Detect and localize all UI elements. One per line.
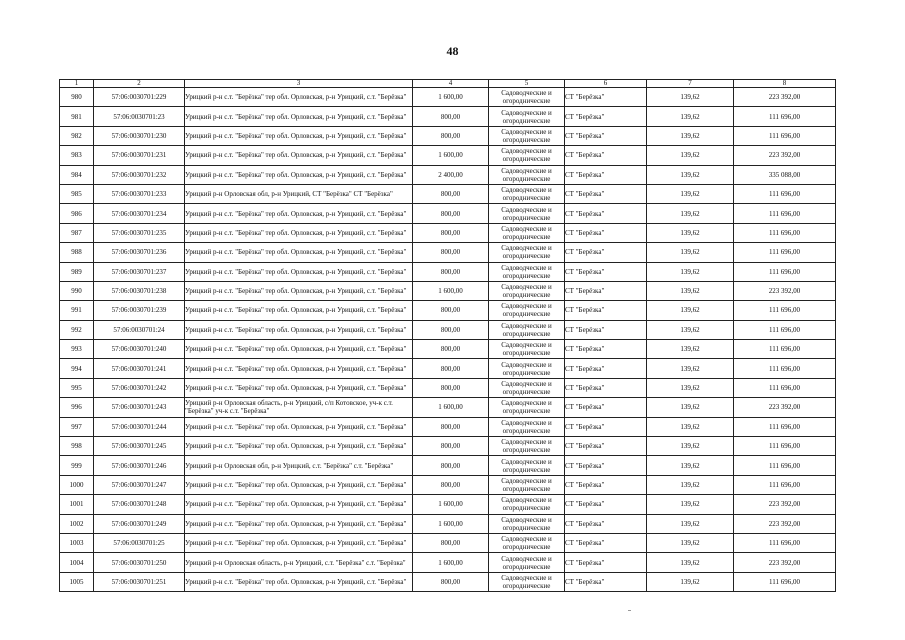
address-cell: Урицкий р-н с.т. "Берёзка" тер обл. Орловская, р-н Урицкий, с.т. "Берёзка" <box>185 301 413 320</box>
table-row <box>60 417 836 436</box>
area-cell: 800,00 <box>413 301 489 320</box>
area-cell: 1 600,00 <box>413 398 489 417</box>
row-number-cell: 990 <box>60 281 94 300</box>
address-cell: Урицкий р-н с.т. "Берёзка" тер обл. Орловская, р-н Урицкий, с.т. "Берёзка" <box>185 495 413 514</box>
address-cell: Урицкий р-н Орловская обл, р-н Урицкий, с.т. "Берёзка" с.т. "Берёзка" <box>185 456 413 475</box>
cadastral-number-cell: 57:06:0030701:243 <box>94 398 185 417</box>
column-header: 6 <box>565 80 647 88</box>
column-header: 3 <box>185 80 413 88</box>
owner-cell: СТ "Берёзка" <box>565 514 647 533</box>
land-use-cell: Садоводческие и огороднические <box>489 359 565 378</box>
row-number-cell: 981 <box>60 107 94 126</box>
table-row <box>60 359 836 378</box>
area-cell: 800,00 <box>413 223 489 242</box>
address-cell: Урицкий р-н Орловская область, р-н Урицкий, с.т. "Берёзка" с.т. "Берёзка" <box>185 553 413 572</box>
cadastral-value-cell: 223 392,00 <box>734 495 836 514</box>
row-number-cell: 1003 <box>60 533 94 552</box>
owner-cell: СТ "Берёзка" <box>565 88 647 107</box>
land-use-cell: Садоводческие и огороднические <box>489 437 565 456</box>
address-cell: Урицкий р-н с.т. "Берёзка" тер обл. Орловская, р-н Урицкий, с.т. "Берёзка" <box>185 223 413 242</box>
area-cell: 800,00 <box>413 475 489 494</box>
cadastral-value-cell: 111 696,00 <box>734 126 836 145</box>
cadastral-number-cell: 57:06:0030701:242 <box>94 378 185 397</box>
row-number-cell: 984 <box>60 165 94 184</box>
unit-rate-cell: 139,62 <box>647 204 734 223</box>
area-cell: 800,00 <box>413 533 489 552</box>
table-row <box>60 126 836 145</box>
owner-cell: СТ "Берёзка" <box>565 301 647 320</box>
owner-cell: СТ "Берёзка" <box>565 456 647 475</box>
unit-rate-cell: 139,62 <box>647 340 734 359</box>
owner-cell: СТ "Берёзка" <box>565 146 647 165</box>
address-cell: Урицкий р-н с.т. "Берёзка" тер обл. Орловская, р-н Урицкий, с.т. "Берёзка" <box>185 204 413 223</box>
table-row <box>60 320 836 339</box>
area-cell: 1 600,00 <box>413 553 489 572</box>
area-cell: 1 600,00 <box>413 495 489 514</box>
table-row <box>60 165 836 184</box>
cadastral-number-cell: 57:06:0030701:236 <box>94 243 185 262</box>
row-number-cell: 988 <box>60 243 94 262</box>
table-row <box>60 146 836 165</box>
address-cell: Урицкий р-н с.т. "Берёзка" тер обл. Орловская, р-н Урицкий, с.т. "Берёзка" <box>185 243 413 262</box>
cadastral-number-cell: 57:06:0030701:240 <box>94 340 185 359</box>
table-row <box>60 223 836 242</box>
land-use-cell: Садоводческие и огороднические <box>489 456 565 475</box>
address-cell: Урицкий р-н с.т. "Берёзка" тер обл. Орловская, р-н Урицкий, с.т. "Берёзка" <box>185 437 413 456</box>
row-number-cell: 985 <box>60 184 94 203</box>
cadastral-number-cell: 57:06:0030701:241 <box>94 359 185 378</box>
column-header: 2 <box>94 80 185 88</box>
table-row <box>60 437 836 456</box>
cadastral-value-cell: 111 696,00 <box>734 301 836 320</box>
unit-rate-cell: 139,62 <box>647 475 734 494</box>
cadastral-number-cell: 57:06:0030701:233 <box>94 184 185 203</box>
area-cell: 1 600,00 <box>413 146 489 165</box>
land-use-cell: Садоводческие и огороднические <box>489 572 565 591</box>
row-number-cell: 987 <box>60 223 94 242</box>
address-cell: Урицкий р-н с.т. "Берёзка" тер обл. Орловская, р-н Урицкий, с.т. "Берёзка" <box>185 378 413 397</box>
area-cell: 800,00 <box>413 378 489 397</box>
land-use-cell: Садоводческие и огороднические <box>489 340 565 359</box>
owner-cell: СТ "Берёзка" <box>565 398 647 417</box>
cadastral-value-cell: 335 088,00 <box>734 165 836 184</box>
land-use-cell: Садоводческие и огороднические <box>489 320 565 339</box>
unit-rate-cell: 139,62 <box>647 88 734 107</box>
address-cell: Урицкий р-н с.т. "Берёзка" тер обл. Орловская, р-н Урицкий, с.т. "Берёзка" <box>185 340 413 359</box>
land-use-cell: Садоводческие и огороднические <box>489 281 565 300</box>
cadastral-number-cell: 57:06:0030701:248 <box>94 495 185 514</box>
cadastral-value-cell: 111 696,00 <box>734 320 836 339</box>
unit-rate-cell: 139,62 <box>647 417 734 436</box>
address-cell: Урицкий р-н с.т. "Берёзка" тер обл. Орловская, р-н Урицкий, с.т. "Берёзка" <box>185 533 413 552</box>
land-use-cell: Садоводческие и огороднические <box>489 475 565 494</box>
unit-rate-cell: 139,62 <box>647 165 734 184</box>
cadastral-value-cell: 111 696,00 <box>734 262 836 281</box>
row-number-cell: 999 <box>60 456 94 475</box>
area-cell: 800,00 <box>413 126 489 145</box>
cadastral-number-cell: 57:06:0030701:245 <box>94 437 185 456</box>
cadastral-number-cell: 57:06:0030701:23 <box>94 107 185 126</box>
row-number-cell: 1005 <box>60 572 94 591</box>
unit-rate-cell: 139,62 <box>647 320 734 339</box>
land-use-cell: Садоводческие и огороднические <box>489 126 565 145</box>
cadastral-number-cell: 57:06:0030701:244 <box>94 417 185 436</box>
cadastral-number-cell: 57:06:0030701:237 <box>94 262 185 281</box>
address-cell: Урицкий р-н с.т. "Берёзка" тер обл. Орловская, р-н Урицкий, с.т. "Берёзка" <box>185 126 413 145</box>
owner-cell: СТ "Берёзка" <box>565 281 647 300</box>
land-use-cell: Садоводческие и огороднические <box>489 88 565 107</box>
area-cell: 1 600,00 <box>413 281 489 300</box>
cadastral-number-cell: 57:06:0030701:232 <box>94 165 185 184</box>
cadastral-number-cell: 57:06:0030701:239 <box>94 301 185 320</box>
address-cell: Урицкий р-н с.т. "Берёзка" тер обл. Орловская, р-н Урицкий, с.т. "Берёзка" <box>185 165 413 184</box>
column-header: 4 <box>413 80 489 88</box>
unit-rate-cell: 139,62 <box>647 533 734 552</box>
address-cell: Урицкий р-н с.т. "Берёзка" тер обл. Орловская, р-н Урицкий, с.т. "Берёзка" <box>185 572 413 591</box>
area-cell: 800,00 <box>413 417 489 436</box>
cadastral-value-cell: 223 392,00 <box>734 146 836 165</box>
cadastral-number-cell: 57:06:0030701:238 <box>94 281 185 300</box>
area-cell: 800,00 <box>413 437 489 456</box>
unit-rate-cell: 139,62 <box>647 243 734 262</box>
area-cell: 800,00 <box>413 243 489 262</box>
land-use-cell: Садоводческие и огороднические <box>489 184 565 203</box>
row-number-cell: 980 <box>60 88 94 107</box>
table-row <box>60 398 836 417</box>
table-row <box>60 107 836 126</box>
table-row <box>60 572 836 591</box>
area-cell: 800,00 <box>413 262 489 281</box>
land-use-cell: Садоводческие и огороднические <box>489 514 565 533</box>
row-number-cell: 995 <box>60 378 94 397</box>
owner-cell: СТ "Берёзка" <box>565 243 647 262</box>
cadastral-value-cell: 111 696,00 <box>734 456 836 475</box>
owner-cell: СТ "Берёзка" <box>565 262 647 281</box>
unit-rate-cell: 139,62 <box>647 456 734 475</box>
row-number-cell: 996 <box>60 398 94 417</box>
unit-rate-cell: 139,62 <box>647 184 734 203</box>
unit-rate-cell: 139,62 <box>647 495 734 514</box>
owner-cell: СТ "Берёзка" <box>565 320 647 339</box>
land-use-cell: Садоводческие и огороднические <box>489 398 565 417</box>
column-header: 5 <box>489 80 565 88</box>
unit-rate-cell: 139,62 <box>647 553 734 572</box>
owner-cell: СТ "Берёзка" <box>565 340 647 359</box>
owner-cell: СТ "Берёзка" <box>565 417 647 436</box>
column-header: 1 <box>60 80 94 88</box>
unit-rate-cell: 139,62 <box>647 301 734 320</box>
cadastral-value-cell: 111 696,00 <box>734 533 836 552</box>
unit-rate-cell: 139,62 <box>647 146 734 165</box>
land-use-cell: Садоводческие и огороднические <box>489 204 565 223</box>
owner-cell: СТ "Берёзка" <box>565 359 647 378</box>
area-cell: 2 400,00 <box>413 165 489 184</box>
row-number-cell: 998 <box>60 437 94 456</box>
owner-cell: СТ "Берёзка" <box>565 184 647 203</box>
land-use-cell: Садоводческие и огороднические <box>489 223 565 242</box>
owner-cell: СТ "Берёзка" <box>565 126 647 145</box>
unit-rate-cell: 139,62 <box>647 107 734 126</box>
land-use-cell: Садоводческие и огороднические <box>489 301 565 320</box>
address-cell: Урицкий р-н с.т. "Берёзка" тер обл. Орловская, р-н Урицкий, с.т. "Берёзка" <box>185 320 413 339</box>
row-number-cell: 989 <box>60 262 94 281</box>
land-use-cell: Садоводческие и огороднические <box>489 417 565 436</box>
owner-cell: СТ "Берёзка" <box>565 165 647 184</box>
address-cell: Урицкий р-н Орловская область, р-н Урицкий, с/п Котовское, уч-к с.т. "Берёзка" уч-к с.т. "Берёзка" <box>185 398 413 417</box>
cadastral-value-cell: 111 696,00 <box>734 223 836 242</box>
address-cell: Урицкий р-н с.т. "Берёзка" тер обл. Орловская, р-н Урицкий, с.т. "Берёзка" <box>185 359 413 378</box>
unit-rate-cell: 139,62 <box>647 437 734 456</box>
cadastral-value-cell: 223 392,00 <box>734 88 836 107</box>
address-cell: Урицкий р-н с.т. "Берёзка" тер обл. Орловская, р-н Урицкий, с.т. "Берёзка" <box>185 514 413 533</box>
owner-cell: СТ "Берёзка" <box>565 107 647 126</box>
owner-cell: СТ "Берёзка" <box>565 378 647 397</box>
address-cell: Урицкий р-н с.т. "Берёзка" тер обл. Орловская, р-н Урицкий, с.т. "Берёзка" <box>185 88 413 107</box>
area-cell: 800,00 <box>413 184 489 203</box>
table-row <box>60 378 836 397</box>
cadastral-value-cell: 111 696,00 <box>734 204 836 223</box>
table-row <box>60 88 836 107</box>
cadastral-value-cell: 111 696,00 <box>734 107 836 126</box>
row-number-cell: 1001 <box>60 495 94 514</box>
table-row <box>60 495 836 514</box>
row-number-cell: 982 <box>60 126 94 145</box>
cadastral-value-cell: 111 696,00 <box>734 437 836 456</box>
land-registry-table <box>59 79 836 592</box>
cadastral-number-cell: 57:06:0030701:231 <box>94 146 185 165</box>
land-use-cell: Садоводческие и огороднические <box>489 107 565 126</box>
land-use-cell: Садоводческие и огороднические <box>489 262 565 281</box>
cadastral-value-cell: 111 696,00 <box>734 243 836 262</box>
table-row <box>60 514 836 533</box>
cadastral-value-cell: 111 696,00 <box>734 475 836 494</box>
table-row <box>60 301 836 320</box>
area-cell: 800,00 <box>413 320 489 339</box>
unit-rate-cell: 139,62 <box>647 126 734 145</box>
row-number-cell: 993 <box>60 340 94 359</box>
owner-cell: СТ "Берёзка" <box>565 223 647 242</box>
area-cell: 800,00 <box>413 107 489 126</box>
scan-artifact <box>628 610 631 611</box>
table-row <box>60 262 836 281</box>
cadastral-value-cell: 223 392,00 <box>734 514 836 533</box>
row-number-cell: 997 <box>60 417 94 436</box>
unit-rate-cell: 139,62 <box>647 281 734 300</box>
land-use-cell: Садоводческие и огороднические <box>489 553 565 572</box>
table-row <box>60 553 836 572</box>
cadastral-value-cell: 111 696,00 <box>734 184 836 203</box>
area-cell: 800,00 <box>413 456 489 475</box>
unit-rate-cell: 139,62 <box>647 223 734 242</box>
land-use-cell: Садоводческие и огороднические <box>489 165 565 184</box>
table-row <box>60 340 836 359</box>
address-cell: Урицкий р-н с.т. "Берёзка" тер обл. Орловская, р-н Урицкий, с.т. "Берёзка" <box>185 107 413 126</box>
unit-rate-cell: 139,62 <box>647 572 734 591</box>
owner-cell: СТ "Берёзка" <box>565 495 647 514</box>
address-cell: Урицкий р-н с.т. "Берёзка" тер обл. Орловская, р-н Урицкий, с.т. "Берёзка" <box>185 262 413 281</box>
row-number-cell: 1002 <box>60 514 94 533</box>
row-number-cell: 1000 <box>60 475 94 494</box>
cadastral-value-cell: 111 696,00 <box>734 572 836 591</box>
table-row <box>60 456 836 475</box>
cadastral-value-cell: 111 696,00 <box>734 340 836 359</box>
row-number-cell: 983 <box>60 146 94 165</box>
cadastral-number-cell: 57:06:0030701:230 <box>94 126 185 145</box>
owner-cell: СТ "Берёзка" <box>565 533 647 552</box>
address-cell: Урицкий р-н с.т. "Берёзка" тер обл. Орловская, р-н Урицкий, с.т. "Берёзка" <box>185 281 413 300</box>
row-number-cell: 992 <box>60 320 94 339</box>
owner-cell: СТ "Берёзка" <box>565 572 647 591</box>
cadastral-value-cell: 223 392,00 <box>734 281 836 300</box>
area-cell: 1 600,00 <box>413 88 489 107</box>
unit-rate-cell: 139,62 <box>647 359 734 378</box>
cadastral-number-cell: 57:06:0030701:247 <box>94 475 185 494</box>
unit-rate-cell: 139,62 <box>647 398 734 417</box>
row-number-cell: 986 <box>60 204 94 223</box>
address-cell: Урицкий р-н с.т. "Берёзка" тер обл. Орловская, р-н Урицкий, с.т. "Берёзка" <box>185 417 413 436</box>
area-cell: 800,00 <box>413 359 489 378</box>
area-cell: 800,00 <box>413 204 489 223</box>
land-use-cell: Садоводческие и огороднические <box>489 378 565 397</box>
cadastral-number-cell: 57:06:0030701:251 <box>94 572 185 591</box>
cadastral-number-cell: 57:06:0030701:249 <box>94 514 185 533</box>
table-row <box>60 184 836 203</box>
table-row <box>60 533 836 552</box>
owner-cell: СТ "Берёзка" <box>565 475 647 494</box>
column-header: 7 <box>647 80 734 88</box>
cadastral-value-cell: 111 696,00 <box>734 359 836 378</box>
cadastral-number-cell: 57:06:0030701:234 <box>94 204 185 223</box>
cadastral-number-cell: 57:06:0030701:250 <box>94 553 185 572</box>
land-use-cell: Садоводческие и огороднические <box>489 243 565 262</box>
area-cell: 800,00 <box>413 572 489 591</box>
land-use-cell: Садоводческие и огороднические <box>489 146 565 165</box>
cadastral-value-cell: 111 696,00 <box>734 417 836 436</box>
cadastral-number-cell: 57:06:0030701:229 <box>94 88 185 107</box>
cadastral-number-cell: 57:06:0030701:24 <box>94 320 185 339</box>
row-number-cell: 994 <box>60 359 94 378</box>
cadastral-number-cell: 57:06:0030701:235 <box>94 223 185 242</box>
land-use-cell: Садоводческие и огороднические <box>489 533 565 552</box>
table-row <box>60 243 836 262</box>
owner-cell: СТ "Берёзка" <box>565 437 647 456</box>
unit-rate-cell: 139,62 <box>647 262 734 281</box>
address-cell: Урицкий р-н с.т. "Берёзка" тер обл. Орловская, р-н Урицкий, с.т. "Берёзка" <box>185 146 413 165</box>
row-number-cell: 991 <box>60 301 94 320</box>
cadastral-number-cell: 57:06:0030701:25 <box>94 533 185 552</box>
area-cell: 800,00 <box>413 340 489 359</box>
cadastral-number-cell: 57:06:0030701:246 <box>94 456 185 475</box>
unit-rate-cell: 139,62 <box>647 514 734 533</box>
cadastral-value-cell: 223 392,00 <box>734 398 836 417</box>
area-cell: 1 600,00 <box>413 514 489 533</box>
address-cell: Урицкий р-н с.т. "Берёзка" тер обл. Орловская, р-н Урицкий, с.т. "Берёзка" <box>185 475 413 494</box>
column-header: 8 <box>734 80 836 88</box>
unit-rate-cell: 139,62 <box>647 378 734 397</box>
land-use-cell: Садоводческие и огороднические <box>489 495 565 514</box>
address-cell: Урицкий р-н Орловская обл, р-н Урицкий, СТ "Берёзка" СТ "Берёзка" <box>185 184 413 203</box>
column-number-row <box>60 80 836 88</box>
table-row <box>60 281 836 300</box>
owner-cell: СТ "Берёзка" <box>565 204 647 223</box>
table-row <box>60 475 836 494</box>
owner-cell: СТ "Берёзка" <box>565 553 647 572</box>
cadastral-value-cell: 223 392,00 <box>734 553 836 572</box>
table-row <box>60 204 836 223</box>
row-number-cell: 1004 <box>60 553 94 572</box>
page-number: 48 <box>446 44 459 58</box>
cadastral-value-cell: 111 696,00 <box>734 378 836 397</box>
